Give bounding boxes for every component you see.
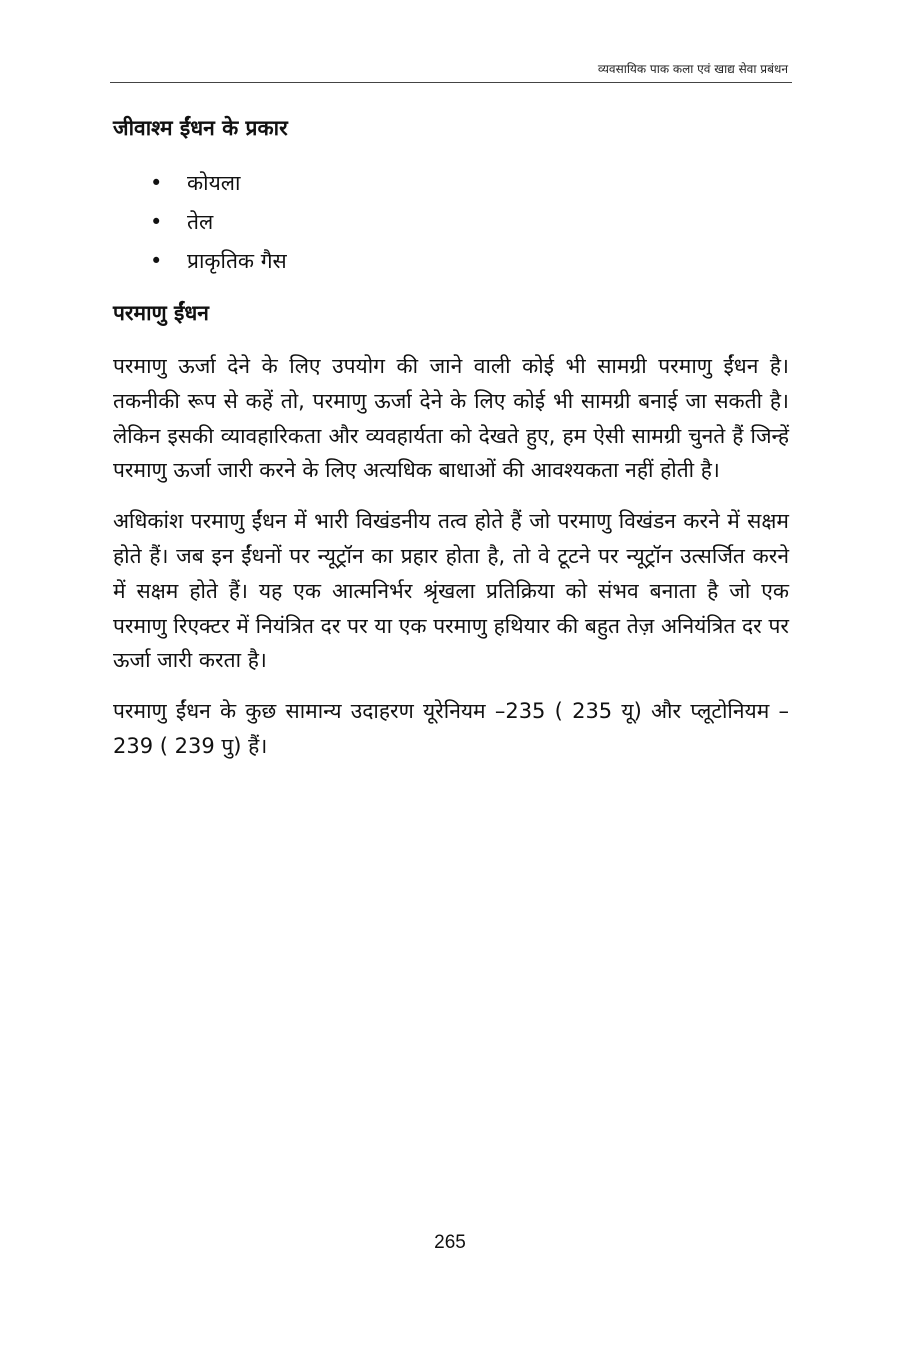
paragraph-fuel-examples: परमाणु ईंधन के कुछ सामान्य उदाहरण यूरेनियम –235 ( 235 यू) और प्लूटोनियम –239 ( 239 पु) हैं। [113,699,789,758]
paragraph-fission-explanation: अधिकांश परमाणु ईंधन में भारी विखंडनीय तत्व होते हैं जो परमाणु विखंडन करने में सक्षम होते हैं। जब इन ईंधनों पर न्यूट्रॉन का प्रहार होता है, तो वे टूटने पर न्यूट्रॉन उत्सर्जित करने में सक्षम होते हैं। यह एक आत्मनिर्भर श्रृंखला प्रतिक्रिया को संभव बनाता है जो एक परमाणु रिएक्टर में नियंत्रित दर पर या एक परमाणु हथियार की बहुत तेज़ अनियंत्रित दर पर ऊर्जा जारी करता है। [113,509,789,673]
page-content [113,110,789,780]
list-item-label: प्राकृतिक गैस [187,249,287,273]
bullet-icon: • [150,171,163,195]
fossil-fuel-list [113,164,789,281]
list-item-label: कोयला [187,171,241,195]
list-item [113,164,789,203]
section-heading-fossil-fuel-types: जीवाश्म ईंधन के प्रकार [113,116,288,140]
header-divider [110,82,792,83]
list-item [113,242,789,281]
page-number: 265 [434,1232,466,1253]
running-header: व्यवसायिक पाक कला एवं खाद्य सेवा प्रबंधन [597,62,788,76]
list-item [113,203,789,242]
bullet-icon: • [150,210,163,234]
paragraph-nuclear-fuel-definition: परमाणु ऊर्जा देने के लिए उपयोग की जाने वाली कोई भी सामग्री परमाणु ईंधन है। तकनीकी रूप से कहें तो, परमाणु ऊर्जा देने के लिए कोई भी सामग्री बनाई जा सकती है। लेकिन इसकी व्यावहारिकता और व्यवहार्यता को देखते हुए, हम ऐसी सामग्री चुनते हैं जिन्हें परमाणु ऊर्जा जारी करने के लिए अत्यधिक बाधाओं की आवश्यकता नहीं होती है। [113,354,789,483]
section-heading-nuclear-fuel: परमाणु ईंधन [113,301,209,325]
list-item-label: तेल [187,210,214,234]
bullet-icon: • [150,249,163,273]
